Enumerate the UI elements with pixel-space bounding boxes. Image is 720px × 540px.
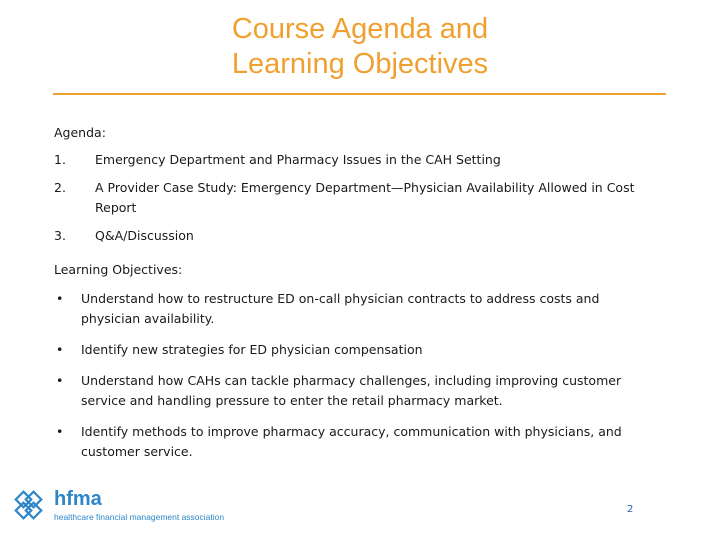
objectives-heading: Learning Objectives:	[54, 262, 183, 277]
hfma-mark-icon	[14, 490, 50, 526]
objective-text: Identify new strategies for ED physician compensation	[81, 342, 423, 357]
agenda-item-number: 1.	[54, 152, 66, 167]
objective-item	[54, 422, 674, 462]
agenda-item-number: 2.	[54, 180, 66, 195]
agenda-item	[54, 150, 674, 170]
agenda-item-text: Emergency Department and Pharmacy Issues in the CAH Setting	[95, 152, 501, 167]
page-number: 2	[627, 504, 634, 515]
objective-text: Understand how CAHs can tackle pharmacy challenges, including improving customer service and handling pressure to enter the retail pharmacy market.	[81, 373, 622, 408]
objective-item	[54, 340, 674, 360]
bullet-icon: •	[56, 424, 64, 439]
hfma-logo	[14, 488, 244, 528]
objectives-list	[54, 289, 674, 473]
agenda-item-number: 3.	[54, 228, 66, 243]
title-line-2: Learning Objectives	[231, 48, 489, 80]
objective-item	[54, 371, 674, 411]
logo-wordmark: hfma	[54, 488, 102, 510]
bullet-icon: •	[56, 291, 64, 306]
agenda-list	[54, 150, 674, 254]
agenda-item-text: A Provider Case Study: Emergency Department—Physician Availability Allowed in Cost Report	[95, 180, 635, 215]
agenda-heading: Agenda:	[54, 125, 106, 140]
objective-item	[54, 289, 674, 329]
objective-text: Understand how to restructure ED on-call physician contracts to address costs and physician availability.	[81, 291, 600, 326]
agenda-item-text: Q&A/Discussion	[95, 228, 194, 243]
logo-tagline: healthcare financial management association	[54, 512, 225, 522]
slide-title	[0, 12, 720, 82]
bullet-icon: •	[56, 373, 64, 388]
title-line-1: Course Agenda and	[231, 13, 489, 45]
objective-text: Identify methods to improve pharmacy accuracy, communication with physicians, and customer service.	[81, 424, 622, 459]
bullet-icon: •	[56, 342, 64, 357]
agenda-item	[54, 178, 674, 218]
agenda-item	[54, 226, 674, 246]
title-divider	[53, 93, 666, 95]
